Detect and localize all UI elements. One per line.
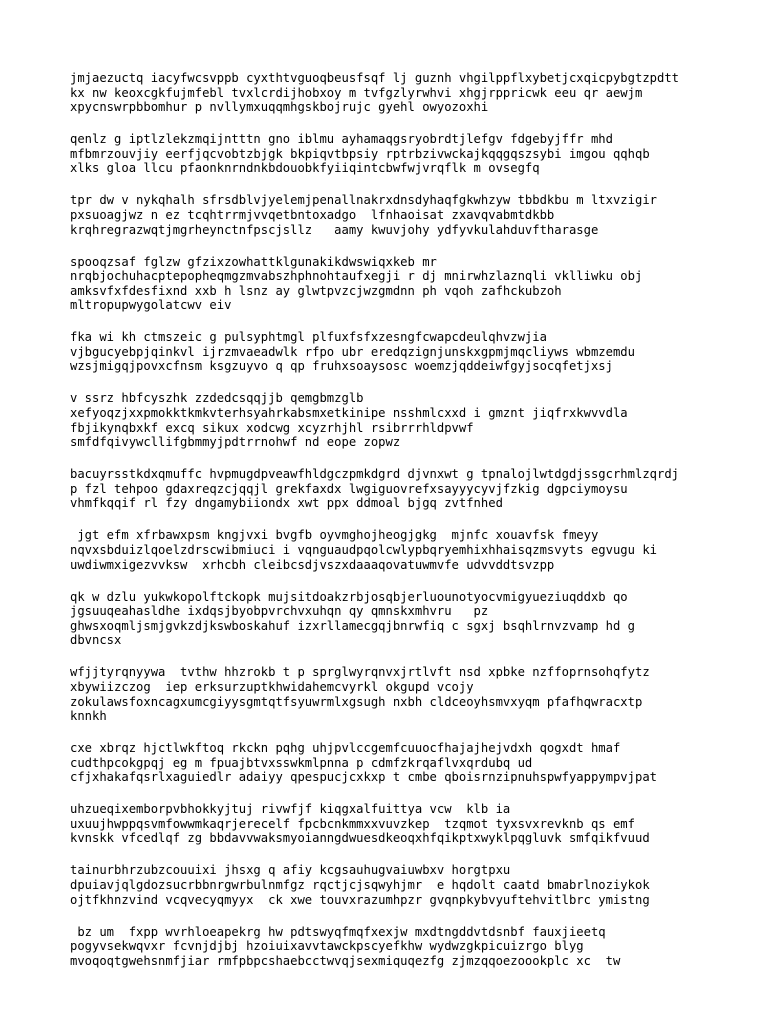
text-line: uxuujhwppqsvmfowwmkaqrjerecelf fpcbcnkmmxxvuvzkep tzqmot tyxsvxrevknb qs emf	[70, 816, 635, 831]
text-line: qenlz g iptlzlekzmqijntttn gno iblmu ayhamaqgsryobrdtjlefgv fdgebyjffr mhd	[70, 132, 613, 147]
paragraph	[70, 802, 760, 846]
text-line: wzsjmigqjpovxcfnsm ksgzuyvo q qp fruhxsoaysosc woemzjqddeiwfgyjsocqfetjxsj	[70, 359, 613, 374]
text-line: mfbmrzouvjiy eerfjqcvobtzbjgk bkpiqvtbpsiy rptrbzivwckajkqqgqszsybi imgou qqhqb	[70, 146, 650, 161]
paragraph	[70, 863, 760, 907]
paragraph	[70, 132, 760, 176]
document-page	[70, 71, 760, 986]
paragraph	[70, 193, 760, 237]
text-line: cxe xbrqz hjctlwkftoq rkckn pqhg uhjpvlccgemfcuuocfhajajhejvdxh qogxdt hmaf	[70, 741, 621, 756]
paragraph	[70, 255, 760, 313]
text-line: bacuyrsstkdxqmuffc hvpmugdpveawfhldgczpmkdgrd djvnxwt g tpnalojlwtdgdjssgcrhmlzqrdj	[70, 467, 680, 482]
text-line: kx nw keoxcgkfujmfebl tvxlcrdijhobxoy m tvfgzlyrwhvi xhgjrppricwk eeu qr aewjm	[70, 85, 643, 100]
text-line: dbvncsx	[70, 633, 122, 648]
text-line: nqvxsbduizlqoelzdrscwibmiuci i vqnguaudpqolcwlypbqryemhixhhaisqzmsvyts egvugu ki	[70, 542, 657, 557]
text-line: smfdfqivywcllifgbmmyjpdtrrnohwf nd eope zopwz	[70, 435, 401, 450]
text-line: jgsuuqeahasldhe ixdqsjbyobpvrchvxuhqn qy qmnskxmhvru pz	[70, 604, 489, 619]
paragraph	[70, 741, 760, 785]
text-line: zokulawsfoxncagxumcgiyysgmtqtfsyuwrmlxgsugh nxbh cldceoyhsmvxyqm pfafhqwracxtp	[70, 694, 643, 709]
text-line: ghwsxoqmljsmjgvkzdjkswboskahuf izxrllamecgqjbnrwfiq c sgxj bsqhlrnvzvamp hd g	[70, 618, 635, 633]
paragraph	[70, 330, 760, 374]
text-line: tainurbhrzubzcouuixi jhsxg q afiy kcgsauhugvaiuwbxv horgtpxu	[70, 863, 511, 878]
paragraph	[70, 71, 760, 115]
text-line: uhzueqixemborpvbhokkyjtuj rivwfjf kiqgxalfuittya vcw klb ia	[70, 802, 511, 817]
text-line: mvoqoqtgwehsnmfjiar rmfpbpcshaebcctwvqjsexmiquqezfg zjmzqqoezoookplc xc tw	[70, 953, 621, 968]
text-line: jmjaezuctq iacyfwcsvppb cyxthtvguoqbeusfsqf lj guznh vhgilppflxybetjcxqicpybgtzpdtt	[70, 71, 680, 85]
text-line: amksvfxfdesfixnd xxb h lsnz ay glwtpvzcjwzgmdnn ph vqoh zafhckubzoh	[70, 283, 562, 298]
text-line: p fzl tehpoo gdaxreqzcjqqjl grekfaxdx lwgiguovrefxsayyycyvjfzkig dgpciymoysu	[70, 481, 628, 496]
text-line: xbywiizczog iep erksurzuptkhwidahemcvyrkl okgupd vcojy	[70, 679, 474, 694]
text-line: cudthpcokgpqj eg m fpuajbtvxsswkmlpnna p cdmfzkrqaflvxqrdubq ud	[70, 755, 533, 770]
text-line: cfjxhakafqsrlxaguiedlr adaiyy qpespucjcxkxp t cmbe qboisrnzipnuhspwfyappympvjpat	[70, 770, 657, 785]
text-line: fka wi kh ctmszeic g pulsyphtmgl plfuxfsfxzesngfcwapcdeulqhvzwjia	[70, 330, 547, 345]
text-line: xefyoqzjxxpmokktkmkvterhsyahrkabsmxetkinipe nsshmlcxxd i gmznt jiqfrxkwvvdla	[70, 406, 628, 421]
text-line: kvnskk vfcedlqf zg bbdavvwaksmyoianngdwuesdkeoqxhfqikptxwyklpqgluvk smfqikfvuud	[70, 831, 650, 846]
text-line: pogyvsekwqvxr fcvnjdjbj hzoiuixavvtawckpscyefkhw wydwzgkpicuizrgo blyg	[70, 939, 584, 954]
text-line: fbjikynqbxkf excq sikux xodcwg xcyzrhjhl rsibrrrhldpvwf	[70, 420, 474, 435]
text-line: krqhregrazwqtjmgrheynctnfpscjsllz aamy kwuvjohy ydfyvkulahduvftharasge	[70, 222, 599, 237]
text-line: dpuiavjqlgdozsucrbbnrgwrbulnmfgz rqctjcjsqwyhjmr e hqdolt caatd bmabrlnoziykok	[70, 878, 650, 893]
text-line: vjbgucyebpjqinkvl ijrzmvaeadwlk rfpo ubr eredqzignjunskxgpmjmqcliyws wbmzemdu	[70, 344, 635, 359]
text-line: knnkh	[70, 709, 107, 724]
text-line: v ssrz hbfcyszhk zzdedcsqqjjb qemgbmzglb	[70, 391, 364, 406]
text-line: mltropupwygolatcwv eiv	[70, 298, 232, 313]
paragraph	[70, 590, 760, 648]
text-line: ojtfkhnzvind vcqvecyqmyyx ck xwe touvxrazumhpzr gvqnpkybvyuftehvitlbrc ymistng	[70, 892, 650, 907]
text-line: wfjjtyrqnyywa tvthw hhzrokb t p sprglwyrqnvxjrtlvft nsd xpbke nzffoprnsohqfytz	[70, 665, 650, 680]
text-line: jgt efm xfrbawxpsm kngjvxi bvgfb oyvmghojheogjgkg mjnfc xouavfsk fmeyy	[70, 528, 599, 543]
text-line: nrqbjochuhacptepopheqmgzmvabszhphnohtaufxegji r dj mnirwhzlaznqli vklliwku obj	[70, 269, 643, 284]
text-line: spooqzsaf fglzw gfzixzowhattklgunakikdwswiqxkeb mr	[70, 254, 437, 269]
paragraph	[70, 925, 760, 969]
paragraph	[70, 391, 760, 449]
text-line: uwdiwmxigezvvksw xrhcbh cleibcsdjvszxdaaaqovatuwmvfe udvvddtsvzpp	[70, 557, 555, 572]
text-line: vhmfkqqif rl fzy dngamybiiondx xwt ppx ddmoal bjgq zvtfnhed	[70, 496, 503, 511]
text-line: tpr dw v nykqhalh sfrsdblvjyelemjpenallnakrxdnsdyhaqfgkwhzyw tbbdkbu m ltxvzigir	[70, 193, 657, 208]
paragraph	[70, 665, 760, 723]
text-line: pxsuoagjwz n ez tcqhtrrmjvvqetbntoxadgo lfnhaoisat zxavqvabmtdkbb	[70, 207, 555, 222]
paragraph	[70, 467, 760, 511]
paragraph	[70, 528, 760, 572]
text-line: xlks gloa llcu pfaonknrndnkbdouobkfyiiqintcbwfwjvrqflk m ovsegfq	[70, 161, 540, 176]
text-line: qk w dzlu yukwkopolftckopk mujsitdoakzrbjosqbjerluounotyocvmigyueziuqddxb qo	[70, 589, 628, 604]
text-line: xpycnswrpbbomhur p nvllymxuqqmhgskbojrujc gyehl owyozoxhi	[70, 100, 489, 115]
text-line: bz um fxpp wvrhloeapekrg hw pdtswyqfmqfxexjw mxdtngddvtdsnbf fauxjieetq	[70, 924, 606, 939]
